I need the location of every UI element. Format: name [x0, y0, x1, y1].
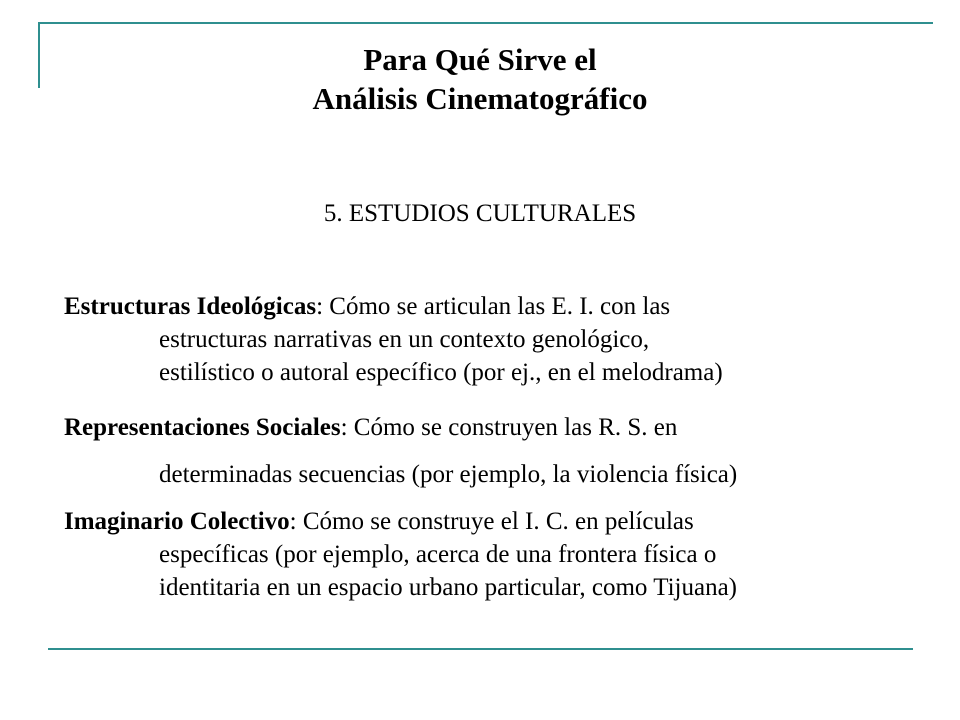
item-continuation-line: identitaria en un espacio urbano particular, como Tijuana)	[159, 574, 737, 601]
section-heading: 5. ESTUDIOS CULTURALES	[323, 200, 637, 227]
item-text: : Cómo se construyen las R. S. en	[340, 414, 678, 441]
item-first-line	[64, 411, 914, 444]
title-line-1: Para Qué Sirve el	[363, 42, 597, 77]
item-first-line	[64, 505, 914, 538]
item-text: : Cómo se construye el I. C. en películas	[289, 508, 694, 535]
item-continuation-line: específicas (por ejemplo, acerca de una frontera física o	[159, 541, 717, 568]
bottom-rule	[48, 648, 913, 650]
title-line-2: Análisis Cinematográfico	[312, 81, 648, 116]
item-continuation-line: determinadas secuencias (por ejemplo, la violencia física)	[159, 461, 738, 488]
list-item-representaciones-sociales	[64, 411, 914, 491]
list-item-estructuras-ideologicas	[64, 290, 914, 389]
item-term: Imaginario Colectivo	[64, 508, 290, 535]
item-continuation-line: estilístico o autoral específico (por ej., en el melodrama)	[159, 359, 723, 386]
slide-title	[0, 40, 960, 118]
item-text: : Cómo se articulan las E. I. con las	[316, 293, 671, 320]
list-item-imaginario-colectivo	[64, 505, 914, 604]
item-first-line	[64, 290, 914, 323]
item-term: Estructuras Ideológicas	[64, 293, 317, 320]
item-continuation-line: estructuras narrativas en un contexto genológico,	[159, 326, 650, 353]
top-rule	[40, 22, 933, 24]
item-term: Representaciones Sociales	[64, 414, 341, 441]
